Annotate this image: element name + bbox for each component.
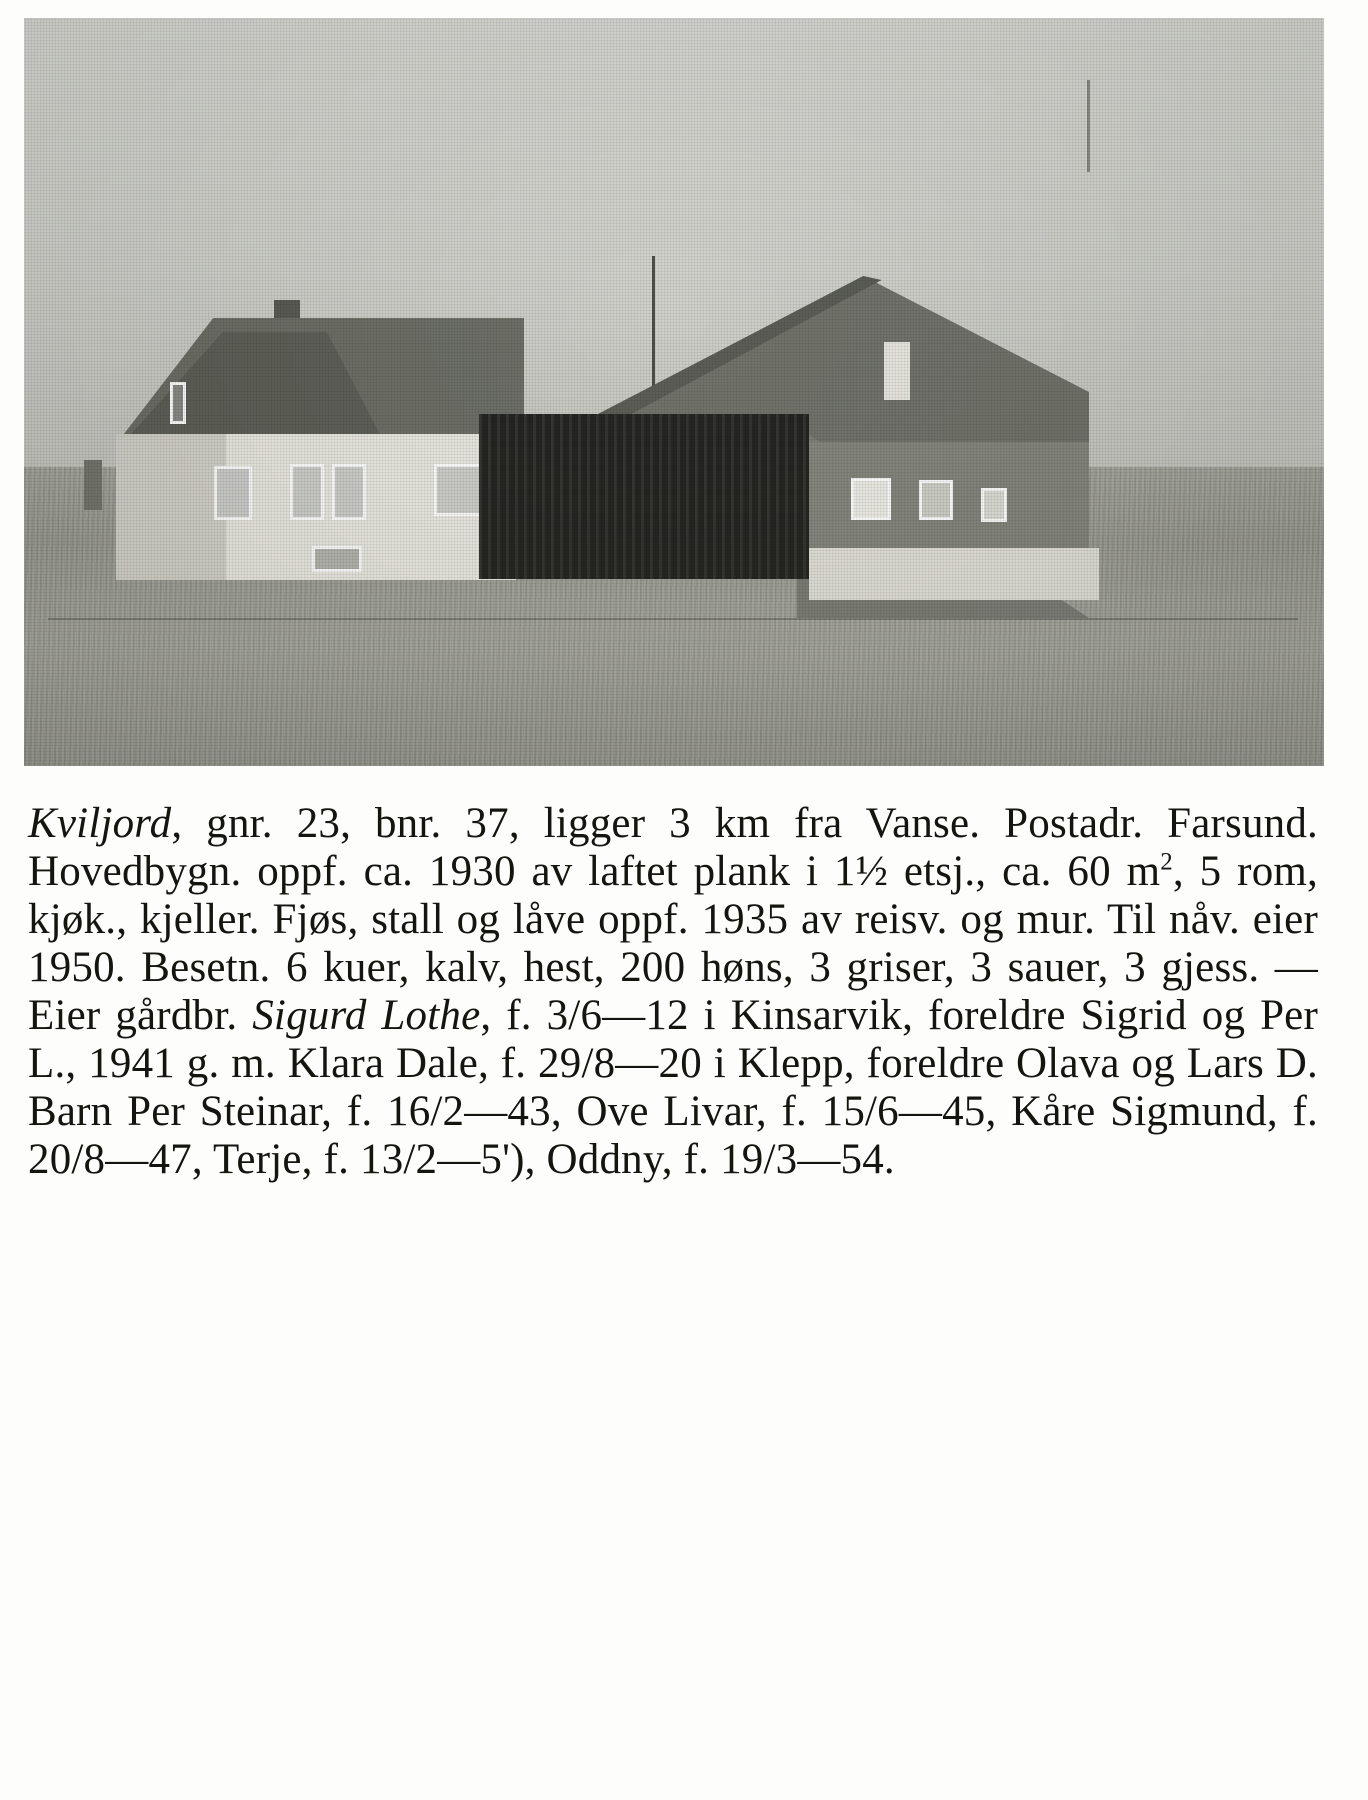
entry-superscript: 2 <box>1160 848 1173 876</box>
entry-title: Kviljord <box>28 800 172 847</box>
entry-body-1: , gnr. 23, bnr. 37, ligger 3 km fra Vanse. Postadr. Farsund. Hovedbygn. oppf. ca. 1930 av laftet plank i 1½ etsj., ca. 60 m <box>28 800 1318 895</box>
entry-body-3: , f. 3/6—12 i Kinsarvik, foreldre Sigrid og Per L., 1941 g. m. Klara Dale, f. 29/8—20 i Klepp, foreldre Olava og Lars D. Barn Per Steinar, f. 16/2—43, Ove Livar, f. 15/6—45, Kåre Sigmund, f. 20/8—47, Terje, f. 13/2—5'), Oddny, f. 19/3—54. <box>28 991 1318 1183</box>
photo-canvas <box>24 18 1324 766</box>
entry-paragraph <box>28 800 1318 1184</box>
entry-text-block <box>28 800 1318 1184</box>
entry-owner-name: Sigurd Lothe <box>252 991 481 1039</box>
entry-body-2: , 5 rom, kjøk., kjeller. Fjøs, stall og låve oppf. 1935 av reisv. og mur. Til nåv. eier 1950. Besetn. 6 kuer, kalv, hest, 200 høns, 3 griser, 3 sauer, 3 gjess. — Eier gårdbr. <box>28 847 1318 1039</box>
farm-photograph <box>24 18 1324 766</box>
halftone-texture <box>24 18 1324 766</box>
